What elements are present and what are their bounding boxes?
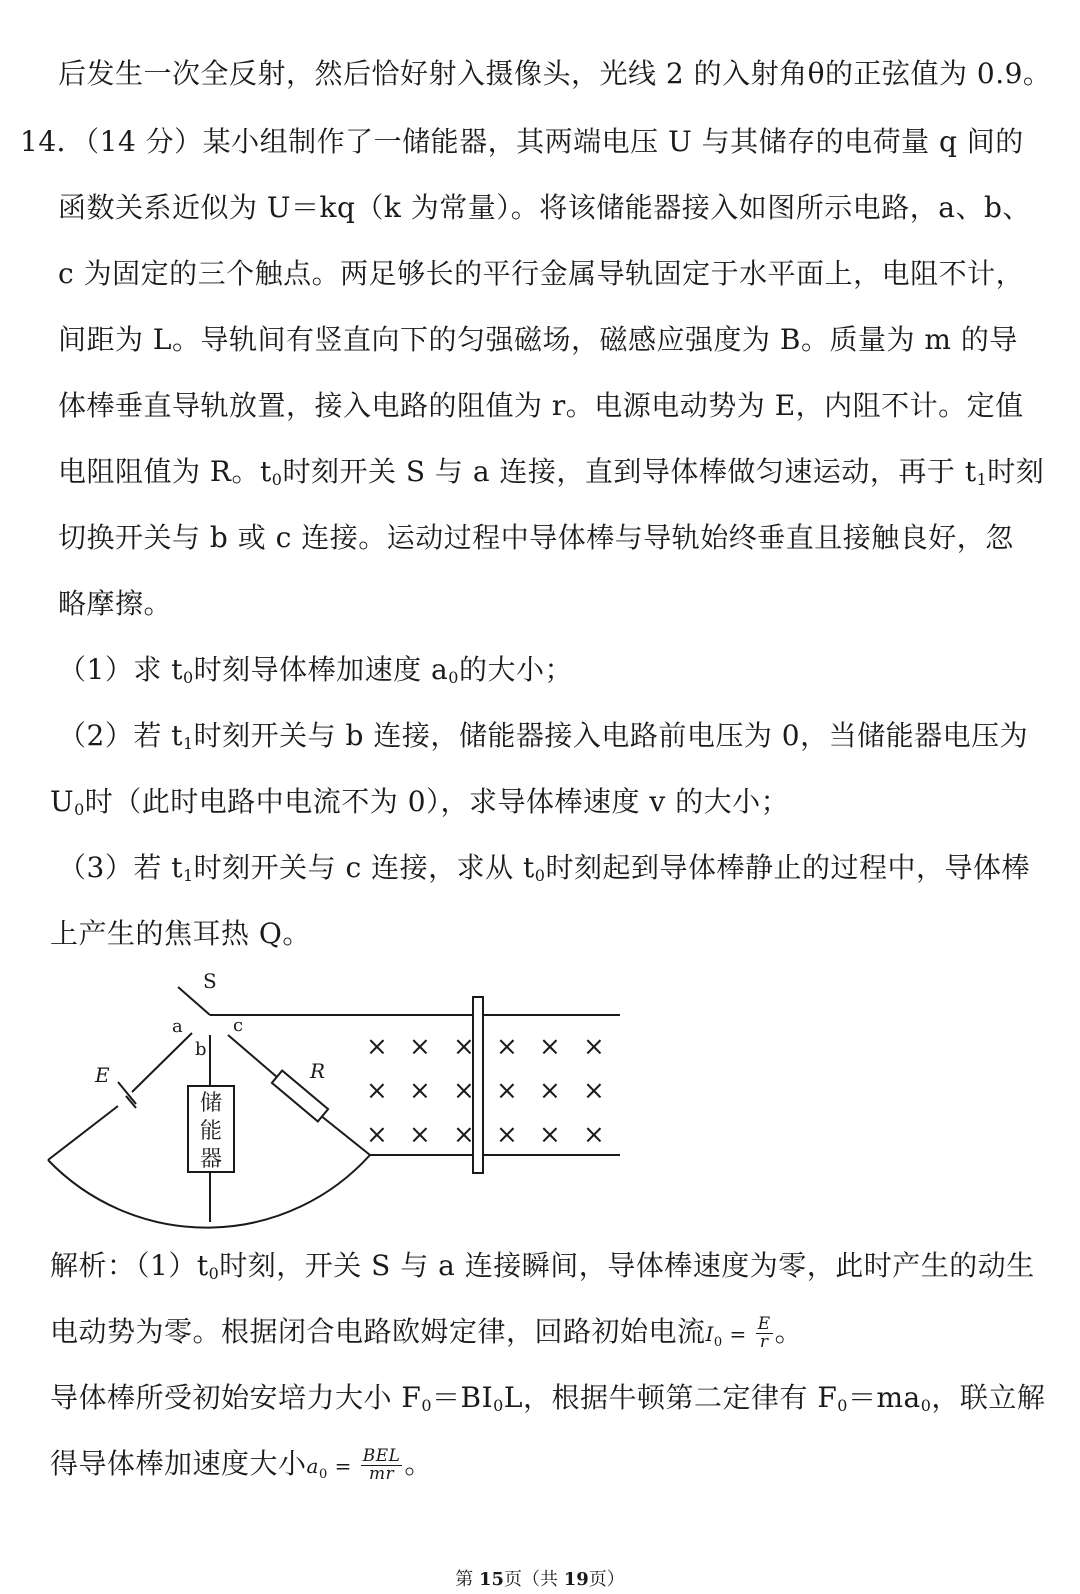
text-line-3: 函数关系近似为 U＝kq（k 为常量）。将该储能器接入如图所示电路，a、b、	[58, 191, 1031, 224]
fraction-BEL-over-mr: $\frac{\text{BEL}}{mr}$	[362, 1446, 401, 1484]
label-resistor: R	[310, 1059, 326, 1083]
answer-line-3: 导体棒所受初始安培力大小 $F_0=BI_0L$，根据牛顿第二定律有 $F_0=ma_0$，联立解	[50, 1381, 1046, 1415]
storage-char-1: 储	[200, 1091, 223, 1116]
page-number: 15	[478, 1569, 504, 1590]
storage-char-2: 能	[200, 1119, 223, 1144]
field-mark-1: ×	[409, 1032, 431, 1062]
text-line-6: 体棒垂直导轨放置，接入电路的阻值为 r。电源电动势为 E，内阻不计。定值	[58, 389, 1024, 422]
math-I0: $I_0$	[705, 1322, 723, 1350]
text-line-5: 间距为 L。导轨间有竖直向下的匀强磁场，磁感应强度为 B。质量为 m 的导	[58, 323, 1018, 356]
sub-question-2: （2）若 $t_1$时刻开关与 b 连接，储能器接入电路前电压为 0，当储能器电压为	[58, 719, 1029, 753]
field-mark-5: ×	[583, 1032, 605, 1062]
label-b: b	[195, 1039, 207, 1060]
label-source: E	[95, 1063, 110, 1087]
text-line-9: 略摩擦。	[58, 587, 173, 620]
label-switch: S	[203, 969, 217, 993]
page-total: 19	[563, 1569, 589, 1590]
wire-c2	[320, 1115, 370, 1155]
answer-line-4: 得导体棒加速度大小$a_0$ = $\frac{\text{BEL}}{mr}$ 。	[50, 1446, 433, 1484]
text-line-7: 电阻阻值为 R。$t_0$时刻开关 S 与 a 连接，直到导体棒做匀速运动，再于 $t_1$时刻	[58, 455, 1045, 489]
sub-question-1: （1）求 $t_0$时刻导体棒加速度 $a_0$的大小；	[58, 653, 573, 687]
circuit-diagram	[0, 960, 1080, 1240]
question-14-header: 14．（14 分）某小组制作了一储能器，其两端电压 U 与其储存的电荷量 q 间的	[20, 125, 1024, 158]
field-mark-9: ×	[496, 1076, 518, 1106]
field-mark-15: ×	[496, 1120, 518, 1150]
field-mark-7: ×	[409, 1076, 431, 1106]
answer-line-1: 解析：$(1)t_0$时刻，开关 S 与 a 连接瞬间，导体棒速度为零，此时产生的动生	[50, 1249, 1035, 1283]
math-a0: $a_0$	[306, 1454, 328, 1482]
answer-line-2: 电动势为零。根据闭合电路欧姆定律，回路初始电流$I_0$ = $\frac{E}{r}$ 。	[50, 1314, 804, 1352]
label-c: c	[233, 1015, 244, 1036]
field-mark-12: ×	[366, 1120, 388, 1150]
field-mark-11: ×	[583, 1076, 605, 1106]
wire-a	[132, 1033, 192, 1092]
field-mark-16: ×	[539, 1120, 561, 1150]
source-plate-long	[118, 1082, 136, 1104]
text-line-8: 切换开关与 b 或 c 连接。运动过程中导体棒与导轨始终垂直且接触良好，忽	[58, 521, 1014, 554]
wire-e-left	[48, 1106, 118, 1160]
storage-char-3: 器	[200, 1147, 223, 1172]
text-line-4: c 为固定的三个触点。两足够长的平行金属导轨固定于水平面上，电阻不计，	[58, 257, 1025, 290]
field-mark-8: ×	[453, 1076, 475, 1106]
field-mark-13: ×	[409, 1120, 431, 1150]
magnetic-field-marks	[366, 1032, 605, 1150]
field-mark-14: ×	[453, 1120, 475, 1150]
question-number: 14．	[20, 125, 86, 158]
field-mark-4: ×	[539, 1032, 561, 1062]
text-line-1: 后发生一次全反射，然后恰好射入摄像头，光线 2 的入射角θ的正弦值为 0.9。	[58, 57, 1052, 90]
page-footer: 第 15页（共 19页）	[455, 1569, 625, 1590]
field-mark-10: ×	[539, 1076, 561, 1106]
field-mark-17: ×	[583, 1120, 605, 1150]
field-mark-3: ×	[496, 1032, 518, 1062]
field-mark-2: ×	[453, 1032, 475, 1062]
fraction-E-over-r: $\frac{E}{r}$	[757, 1314, 771, 1352]
sub-question-3: （3）若 $t_1$时刻开关与 c 连接，求从 $t_0$时刻起到导体棒静止的过程中，导体棒	[58, 851, 1030, 885]
sub-question-3-cont: 上产生的焦耳热 Q。	[50, 917, 311, 950]
label-a: a	[172, 1016, 183, 1037]
sub-question-2-cont: $U_0$时（此时电路中电流不为 0），求导体棒速度 v 的大小；	[50, 785, 790, 819]
field-mark-0: ×	[366, 1032, 388, 1062]
field-mark-6: ×	[366, 1076, 388, 1106]
